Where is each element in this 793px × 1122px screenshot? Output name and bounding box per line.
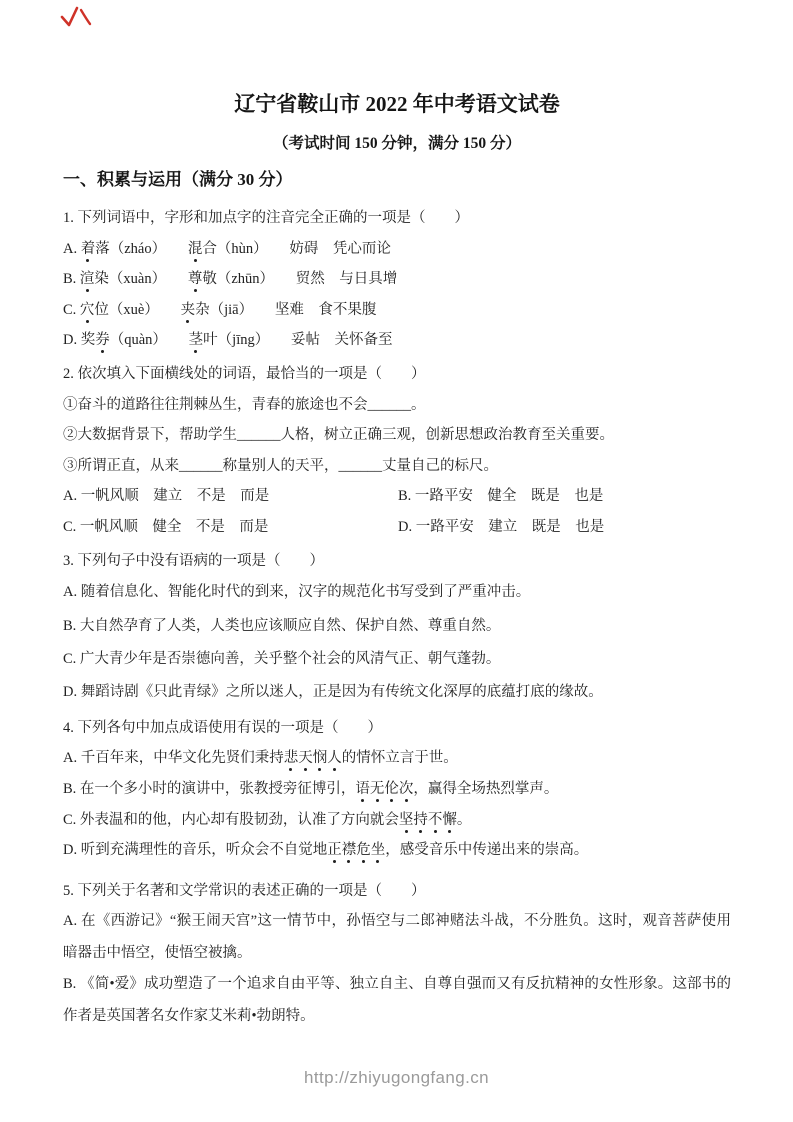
option-right: D. 一路平安 建立 既是 也是 [398,518,605,535]
option-line: C. 广大青少年是否崇德向善，关乎整个社会的风清气正、朝气蓬勃。 [63,650,501,667]
emphasized-char: 穴 [79,301,95,318]
question-stem: 1. 下列词语中，字形和加点字的注音完全正确的一项是（ ） [63,210,469,226]
emphasized-char: 懈 [442,811,457,828]
option-line: C. 穴位（xuè） 夹杂（jiā） 坚难 食不果腹 [63,301,377,318]
question [63,876,731,1033]
document-title: 辽宁省鞍山市 2022 年中考语文试卷 [234,92,560,116]
option-line: C. 外表温和的他，内心却有股韧劲，认准了方向就会坚持不懈。 [63,811,472,828]
emphasized-char: 危 [356,842,371,859]
blank-fill-line: ③所谓正直，从来______称量别人的天平，______丈量自己的标尺。 [63,457,498,474]
emphasized-char: 券 [95,332,110,349]
option-line: A. 随着信息化、智能化时代的到来，汉字的规范化书写受到了严重冲击。 [63,584,531,601]
document-content [63,89,731,1032]
red-scribble-mark [58,4,94,30]
option-line: B. 大自然孕育了人类，人类也应该顺应自然、保护自然、尊重自然。 [63,617,501,634]
emphasized-char: 次 [398,780,414,797]
option-line: B. 《简•爱》成功塑造了一个追求自由平等、独立自主、自尊自强而又有反抗精神的女性形象。这部书的作者是英国著名女作家艾米莉•勃朗特。 [63,976,731,1024]
option-right: B. 一路平安 健全 既是 也是 [398,488,604,505]
emphasized-char: 坚 [398,811,414,828]
question-stem: 4. 下列各句中加点成语使用有误的一项是（ ） [63,719,382,736]
option-line: B. 渲染（xuàn） 尊敬（zhūn） 贸然 与日具增 [63,271,398,288]
footer-url: http://zhiyugongfang.cn [304,1068,489,1087]
emphasized-char: 襟 [341,842,357,859]
emphasized-char: 悯 [312,750,328,767]
emphasized-char: 无 [369,780,385,797]
option-left: A. 一帆风顺 建立 不是 而是 [63,488,270,505]
question [63,546,731,710]
emphasized-char: 混 [187,240,203,257]
emphasized-char: 渲 [79,271,95,288]
option-line: D. 听到充满理性的音乐，听众会不自觉地正襟危坐，感受音乐中传递出来的崇高。 [63,842,589,859]
question-stem: 3. 下列句子中没有语病的一项是（ ） [63,552,324,569]
section-one-heading: 一、积累与运用（满分 30 分） [63,170,293,189]
emphasized-char: 着 [80,240,96,257]
option-line: D. 奖券（quàn） 茎叶（jīng） 妥帖 关怀备至 [63,332,393,349]
emphasized-char: 坐 [370,842,386,859]
emphasized-char: 茎 [188,332,204,349]
emphasized-char: 尊 [187,271,203,288]
emphasized-char: 持 [413,811,428,828]
exam-time-score-subtitle: （考试时间 150 分钟，满分 150 分） [272,135,521,152]
emphasized-char: 语 [355,780,370,797]
question-stem: 2. 依次填入下面横线处的词语，最恰当的一项是（ ） [63,365,426,382]
option-line: B. 在一个多小时的演讲中，张教授旁征博引，语无伦次，赢得全场热烈掌声。 [63,780,559,797]
emphasized-char: 悲 [283,750,299,767]
emphasized-char: 不 [427,811,443,828]
emphasized-char: 人 [327,750,342,767]
emphasized-char: 伦 [384,780,399,797]
emphasized-char: 夹 [180,301,196,318]
emphasized-char: 正 [327,842,342,859]
question [63,203,731,356]
blank-fill-line: ②大数据背景下，帮助学生______人格，树立正确三观，创新思想政治教育至关重要。 [63,427,614,444]
option-left: C. 一帆风顺 健全 不是 而是 [63,518,269,535]
question [63,359,731,543]
question [63,713,731,866]
question-stem: 5. 下列关于名著和文学常识的表述正确的一项是（ ） [63,882,426,899]
option-line: D. 舞蹈诗剧《只此青绿》之所以迷人，正是因为有传统文化深厚的底蕴打底的缘故。 [63,684,603,701]
questions [63,203,731,1032]
emphasized-char: 天 [298,750,313,767]
option-line: A. 千百年来，中华文化先贤们秉持悲天悯人的情怀立言于世。 [63,750,458,767]
option-pair-row [63,481,731,512]
blank-fill-line: ①奋斗的道路往往荆棘丛生，青春的旅途也不会______。 [63,396,426,413]
option-line: A. 在《西游记》“猴王闹天宫”这一情节中，孙悟空与二郎神赌法斗战，不分胜负。这时，观音菩萨使用暗器击中悟空，使悟空被擒。 [63,913,731,961]
option-line: A. 着落（zháo） 混合（hùn） 妨碍 凭心而论 [63,240,391,257]
option-pair-row [63,512,731,543]
